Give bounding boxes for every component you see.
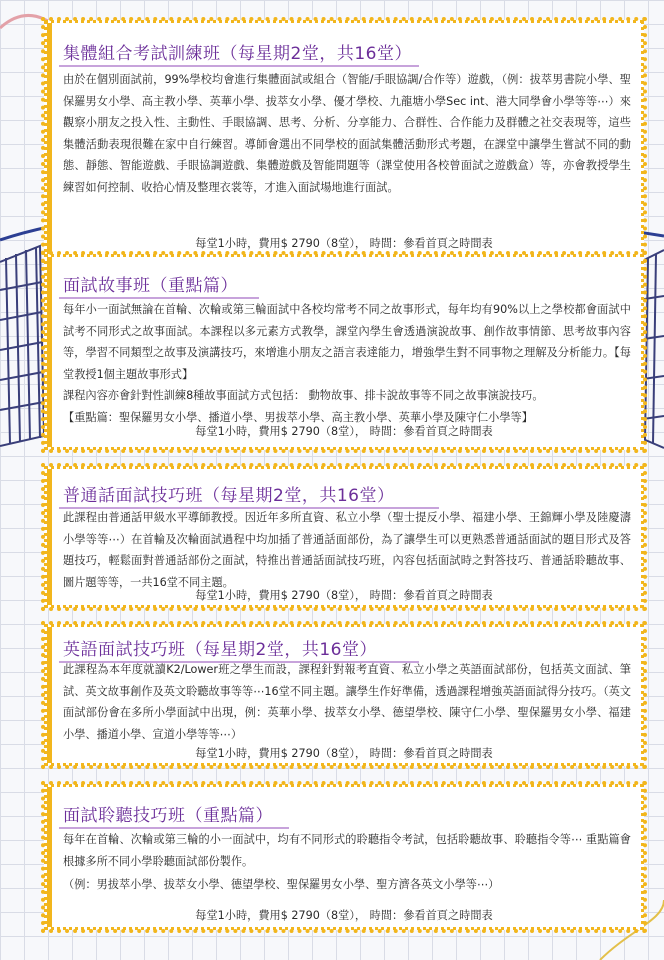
course-body: 每年小一面試無論在首輪、次輪或第三輪面試中各校均常考不同之故事形式，每年均有90%以上之學校都會面試中試考不同形式之故事面試。本課程以多元素方式教學，課堂內學生會透過演說故事、創作故事情節、思考故事內容等，學習不同類型之故事及演講技巧，來增進小朋友之語言表達能力，增強學生對不同事物之理解及分析能力。【每堂教授1個主題故事形式】 <box>63 303 631 381</box>
course-description <box>63 659 631 745</box>
course-title: 面試聆聽技巧班（重點篇） <box>63 806 273 826</box>
course-title: 英語面試技巧班（每星期2堂，共16堂） <box>63 640 377 660</box>
course-title: 集體組合考試訓練班（每星期2堂，共16堂） <box>63 44 412 64</box>
title-underline <box>59 65 419 67</box>
course-title: 普通話面試技巧班（每星期2堂，共16堂） <box>63 486 395 506</box>
course-fee-line: 每堂1小時，費用$ 2790（8堂）， 時間：參看首頁之時間表 <box>195 237 493 250</box>
course-fee-line: 每堂1小時，費用$ 2790（8堂）， 時間：參看首頁之時間表 <box>195 747 493 760</box>
course-body: 由於在個別面試前，99%學校均會進行集體面試或組合（智能/手眼協調/合作等）遊戲，（例：拔萃男書院小學、聖保羅男女小學、高主教小學、英華小學、拔萃女小學、優才學校、九龍塘小學Sec int、港大同學會小學等等⋯）來觀察小朋友之投入性、主動性、手眼協調、思考、分析、分享能力、合群性、合作能力及群體之社交表現等，這些集體活動表現很難在家中自行練習。導師會選出不同學校的面試集體活動形式考題，在課堂中讓學生嘗試不同的動態、靜態、智能遊戲、手眼協調遊戲、集體遊戲及智能問題等（課堂使用各校曾面試之遊戲盒）等，亦會教授學生練習如何控制、收拾心情及整理衣裳等，才進入面試場地進行面試。 <box>63 73 631 194</box>
course-examples: （例：男拔萃小學、拔萃女小學、德望學校、聖保羅男女小學、聖方濟各英文小學等⋯） <box>63 878 500 891</box>
course-card-story-interview <box>44 254 644 450</box>
course-body: 此課程由普通話甲級水平導師教授。因近年多所直資、私立小學（聖士提反小學、福建小學、王錦輝小學及陸慶濤小學等等⋯）在首輪及次輪面試過程中均加插了普通話面部份，為了讓學生可以更熟悉普通話面試的題目形式及答題技巧，輕鬆面對普通話部份之面試，特推出普通話面試技巧班，內容包括面試時之對答技巧、普通話聆聽故事、圖片題等等，一共16堂不同主題。 <box>63 511 631 589</box>
course-title: 面試故事班（重點篇） <box>63 276 238 296</box>
accent-bar <box>47 627 52 763</box>
accent-bar <box>47 23 52 257</box>
course-description <box>63 69 631 198</box>
course-card-group-interview <box>44 20 644 260</box>
course-fee-line: 每堂1小時，費用$ 2790（8堂）， 時間：參看首頁之時間表 <box>195 589 493 602</box>
course-fee-line: 每堂1小時，費用$ 2790（8堂）， 時間：參看首頁之時間表 <box>195 909 493 922</box>
course-fee-line: 每堂1小時，費用$ 2790（8堂）， 時間：參看首頁之時間表 <box>195 425 493 438</box>
accent-bar <box>47 469 52 605</box>
course-description <box>63 829 631 896</box>
course-card-listening-skills <box>44 784 644 930</box>
course-content-note: 課程內容亦會針對性訓練8種故事面試方式包括： 動物故事、排卡說故事等不同之故事演說技巧。 <box>63 389 544 402</box>
course-body: 每年在首輪、次輪或第三輪的小一面試中，均有不同形式的聆聽指令考試，包括聆聽故事、聆聽指令等⋯ 重點篇會根據多所不同小學聆聽面試部份製作。 <box>63 833 631 868</box>
course-card-putonghua-interview <box>44 466 644 608</box>
accent-bar <box>47 257 52 447</box>
course-description <box>63 299 631 428</box>
course-body: 此課程為本年度就讀K2/Lower班之學生而設，課程針對報考直資、私立小學之英語面試部份，包括英文面試、筆試、英文故事創作及英文聆聽故事等等⋯16堂不同主題。讓學生作好準備，透過課程增強英語面試得分技巧。（英文面試部份會在多所小學面試中出現，例：英華小學、拔萃女小學、德望學校、陳守仁小學、聖保羅男女小學、福建小學、播道小學、宣道小學等等⋯） <box>63 663 632 741</box>
accent-bar <box>47 787 52 927</box>
course-description <box>63 507 631 593</box>
course-key-schools: 【重點篇：聖保羅男女小學、播道小學、男拔萃小學、高主教小學、英華小學及陳守仁小學等】 <box>63 410 533 424</box>
course-card-english-interview <box>44 624 644 766</box>
